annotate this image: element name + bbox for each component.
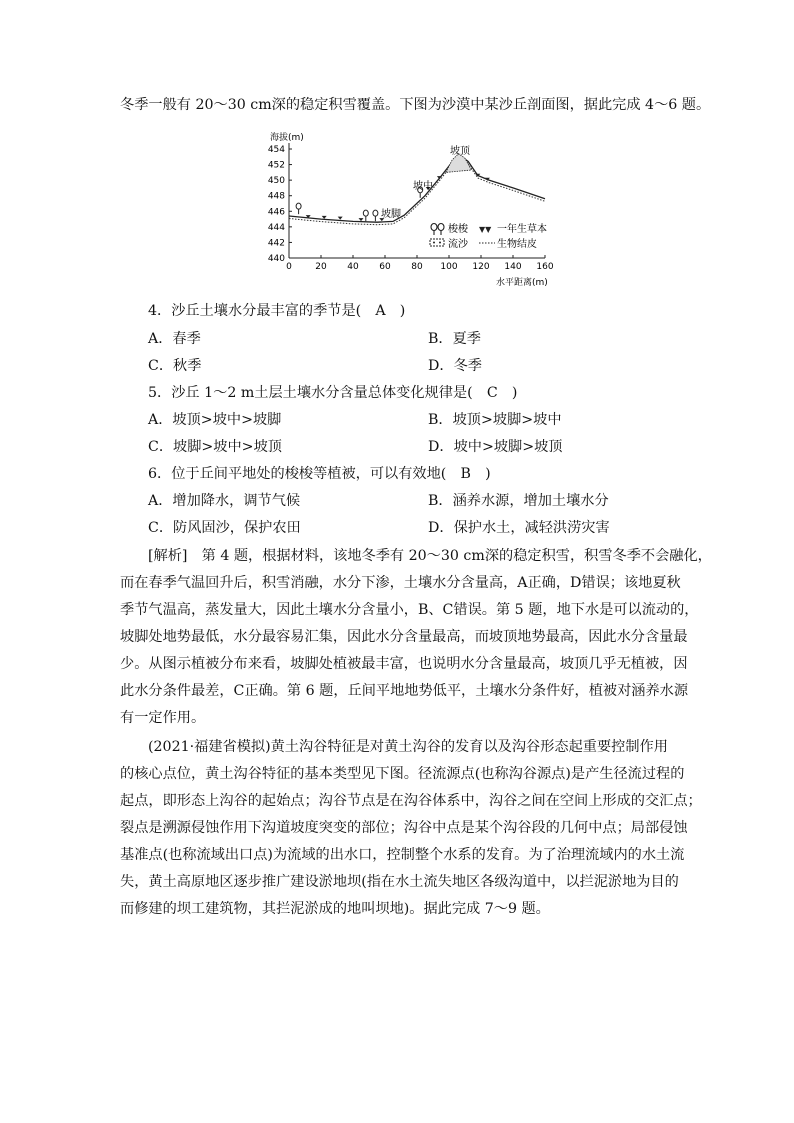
q4-option-c: C．秋季 (148, 358, 202, 374)
x-tick-label: 20 (315, 262, 327, 272)
question-6-stem: 6．位于丘间平地处的梭梭等植被，可以有效地( B ) (148, 466, 491, 482)
y-tick-label: 452 (267, 160, 285, 171)
q4-option-a: A．春季 (148, 331, 201, 347)
y-tick-label: 446 (267, 207, 285, 218)
x-tick-label: 160 (536, 262, 554, 272)
material-line: 而修建的坝工建筑物，其拦泥淤成的地叫坝地)。据此完成 7～9 题。 (120, 901, 550, 917)
grass-marker (437, 176, 442, 179)
svg-text:▼▼: ▼▼ (479, 225, 492, 234)
q5-option-a: A．坡顶>坡中>坡脚 (148, 412, 282, 428)
material-line: 基准点(也称流域出口点)为流域的出水口，控制整个水系的发育。为了治理流域内的水土流 (120, 847, 685, 863)
x-tick-label: 100 (440, 262, 458, 272)
q4-option-b: B．夏季 (428, 331, 481, 347)
y-tick-label: 450 (267, 176, 285, 187)
q6-option-d: D．保护水土，减轻洪涝灾害 (428, 520, 610, 536)
annotation-mid: 坡中 (413, 181, 433, 192)
q5-option-c: C．坡脚>坡中>坡顶 (148, 439, 282, 455)
material-line: 失，黄土高原地区逐步推广建设淤地坝(指在水土流失地区各级沟道中，以拦泥淤地为目的 (120, 874, 679, 890)
q5-option-d: D．坡中>坡脚>坡顶 (428, 439, 563, 455)
saxaul-marker (363, 210, 368, 216)
analysis-line: 此水分条件最差，C正确。第 6 题，丘间平地地势低平，土壤水分条件好，植被对涵养水源 (120, 683, 689, 699)
y-tick-label: 448 (267, 191, 285, 202)
analysis-line: [解析] 第 4 题，根据材料，该地冬季有 20～30 cm深的稳定积雪，积雪冬季不会融化， (148, 548, 712, 564)
material-line: 裂点是溯源侵蚀作用下沟道坡度突变的部位；沟谷中点是某个沟谷段的几何中点；局部侵蚀 (120, 820, 688, 836)
question-5-stem: 5．沙丘 1～2 m土层土壤水分含量总体变化规律是( C ) (148, 385, 518, 401)
grass-marker (359, 218, 364, 221)
y-tick-label: 454 (267, 145, 285, 155)
grass-marker (338, 217, 343, 220)
annotation-foot: 坡脚 (381, 209, 401, 220)
intro-text: 冬季一般有 20～30 cm深的稳定积雪覆盖。下图为沙漠中某沙丘剖面图，据此完成 4～6 题。 (120, 97, 711, 113)
y-axis-label: 海拔(m) (270, 133, 304, 143)
legend-saxaul: 梭梭 (448, 224, 468, 235)
analysis-line: 有一定作用。 (120, 710, 206, 726)
annotation-top: 坡顶 (450, 146, 470, 157)
x-tick-label: 80 (411, 262, 423, 272)
saxaul-marker (373, 210, 378, 216)
legend-crust: 生物结皮 (497, 239, 537, 250)
saxaul-marker (296, 203, 301, 209)
q4-option-d: D．冬季 (428, 358, 482, 374)
analysis-line: 少。从图示植被分布来看，坡脚处植被最丰富，也说明水分含量最高，坡顶几乎无植被，因 (120, 656, 688, 672)
x-tick-label: 60 (379, 262, 391, 272)
analysis-line: 季节气温高，蒸发量大，因此土壤水分含量小，B、C错误。第 5 题，地下水是可以流动的， (120, 602, 699, 618)
analysis-line: 而在春季气温回升后，积雪消融，水分下渗，土壤水分含量高，A正确，D错误；该地夏秋 (120, 575, 681, 591)
analysis-line: 坡脚处地势最低，水分最容易汇集，因此水分含量最高，而坡顶地势最高，因此水分含量最 (120, 629, 688, 645)
x-tick-label: 120 (472, 262, 490, 272)
q6-option-a: A．增加降水，调节气候 (148, 493, 301, 509)
dune-profile-chart (258, 128, 558, 288)
q5-option-b: B．坡顶>坡脚>坡中 (428, 412, 562, 428)
chart-legend (430, 222, 547, 250)
question-4-stem: 4．沙丘土壤水分最丰富的季节是( A ) (148, 303, 406, 319)
grass-marker (322, 216, 327, 219)
legend-sand-icon (430, 239, 444, 246)
y-tick-label: 440 (267, 254, 285, 264)
material-line: 起点，即形态上沟谷的起始点；沟谷节点是在沟谷体系中，沟谷之间在空间上形成的交汇点； (120, 793, 702, 809)
material-line: 的核心点位，黄土沟谷特征的基本类型见下图。径流源点(也称沟谷源点)是产生径流过程的 (120, 766, 685, 782)
legend-sand: 流沙 (448, 239, 468, 250)
x-tick-label: 40 (347, 262, 359, 272)
x-tick-label: 140 (504, 262, 522, 272)
material-line: (2021·福建省模拟)黄土沟谷特征是对黄土沟谷的发育以及沟谷形态起重要控制作用 (148, 739, 668, 755)
legend-grass: 一年生草本 (497, 224, 547, 235)
q6-option-b: B．涵养水源，增加土壤水分 (428, 493, 609, 509)
legend-grass-icon (479, 225, 492, 234)
legend-saxaul-icon (431, 224, 444, 236)
y-tick-label: 444 (267, 222, 285, 233)
x-axis-label: 水平距离(m) (496, 278, 548, 288)
y-tick-label: 442 (267, 238, 285, 249)
crust-dotted-line (289, 159, 545, 224)
x-tick-label: 0 (286, 262, 292, 272)
q6-option-c: C．防风固沙，保护农田 (148, 520, 301, 536)
